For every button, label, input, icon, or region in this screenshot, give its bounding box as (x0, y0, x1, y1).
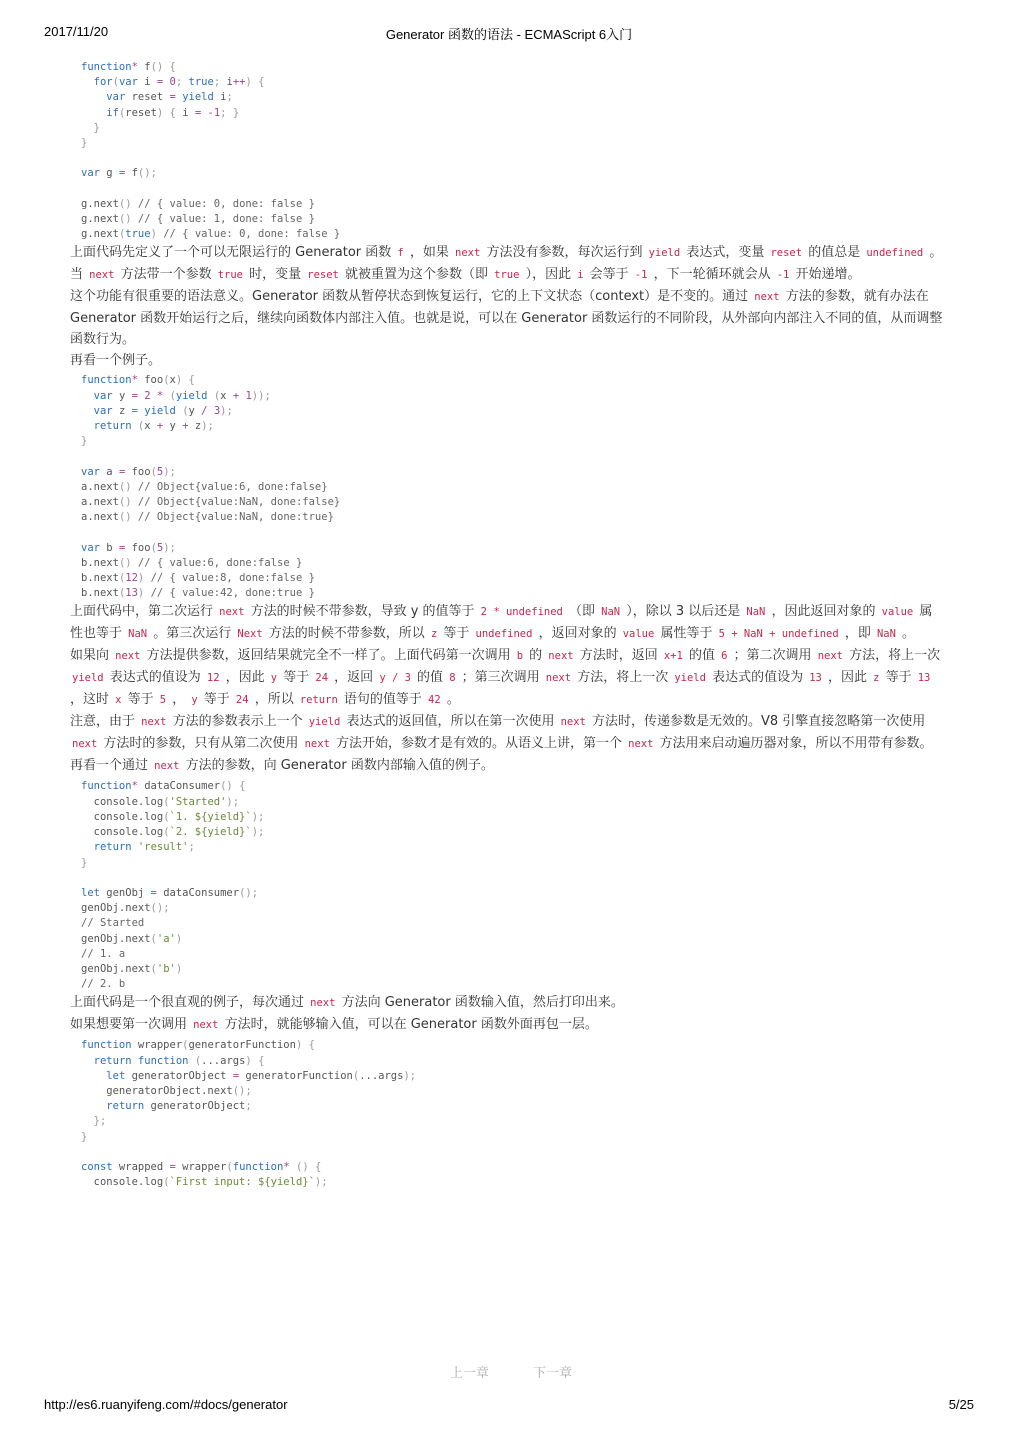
inline-code: z (873, 672, 880, 685)
inline-code: 24 (235, 694, 249, 707)
code-block: function* f() { for(var i = 0; true; i++) { var reset = yield i; if(reset) { i = -1; } } } var g = f(); g.next() // { value: 0, done: false } g.next() // { value: 1, done: false } g.next(true) // { value: 0, done: false } (81, 61, 341, 241)
inline-code: next (304, 738, 330, 751)
inline-code: y (270, 672, 278, 685)
inline-code: 5 + NaN + undefined (718, 628, 839, 641)
inline-code: f (397, 247, 404, 260)
inline-code: next (545, 672, 572, 685)
inline-code: 12 (206, 672, 220, 685)
inline-code: x+1 (663, 650, 683, 663)
inline-code: 13 (917, 672, 931, 685)
paragraph: 这个功能有很重要的语法意义。Generator 函数从暂停状态到恢复运行，它的上下文状态（context）是不变的。通过 next 方法的参数，就有办法在 Generator 函数开始运行之后，继续向函数体内部注入值。也就是说，可以在 Generator 函数运行的不同阶段，从外部向内部注入不同的值，从而调整函数行为。 (70, 289, 943, 348)
page-url: http://es6.ruanyifeng.com/#docs/generator (44, 1397, 288, 1412)
inline-code: y (191, 694, 198, 707)
inline-code: next (754, 291, 780, 304)
inline-code: next (560, 716, 586, 729)
inline-code: z (430, 628, 438, 641)
code-block: function* foo(x) { var y = 2 * (yield (x + 1)); var z = yield (y / 3); return (x + y + z); } var a = foo(5); a.next() // Object{value:6, done:false} a.next() // Object{value:NaN, done:false} a.next() // Object{value:NaN, done:true} var b = foo(5); b.next() // { value:6, done:false } b.next(12) // { value:8, done:false } b.next(13) // { value:42, done:true } (81, 374, 341, 600)
inline-code: next (455, 247, 481, 260)
print-date: 2017/11/20 (44, 24, 109, 39)
inline-code: b (516, 650, 524, 663)
inline-code: next (548, 650, 574, 663)
inline-code: 2 * undefined (480, 606, 563, 619)
paragraph: 再看一个通过 next 方法的参数，向 Generator 函数内部输入值的例子。 (70, 758, 494, 774)
paragraph: 上面代码是一个很直观的例子，每次通过 next 方法向 Generator 函数输入值，然后打印出来。 (70, 995, 624, 1011)
paragraph: 上面代码先定义了一个可以无限运行的 Generator 函数 f ，如果 next 方法没有参数，每次运行到 yield 表达式，变量 reset 的值总是 undefined 。当 next 方法带一个参数 true 时，变量 reset 就被重置为这个参数（即 true ），因此 i 会等于 -1 ，下一轮循环就会从 -1 开始递增。 (70, 245, 943, 283)
inline-code: next (219, 606, 245, 619)
inline-code: -1 (776, 269, 790, 282)
inline-code: next (115, 650, 141, 663)
paragraph: 如果向 next 方法提供参数，返回结果就完全不一样了。上面代码第一次调用 b 的 next 方法时，返回 x+1 的值 6 ；第二次调用 next 方法，将上一次 yield 表达式的值设为 12 ，因此 y 等于 24 ，返回 y / 3 的值 8 ；第三次调用 next 方法，将上一次 yield 表达式的值设为 13 ，因此 z 等于 13 ，这时 x 等于 5 ， y 等于 24 ，所以 return 语句的值等于 42 。 (70, 648, 941, 708)
page-header (44, 24, 974, 42)
inline-code: 8 (449, 672, 456, 685)
inline-code: 42 (428, 694, 441, 707)
inline-code: NaN (601, 606, 621, 619)
inline-code: return (299, 694, 338, 707)
inline-code: value (881, 606, 914, 619)
document-title: Generator 函数的语法 - ECMAScript 6入门 (385, 27, 633, 42)
paragraph: 注意，由于 next 方法的参数表示上一个 yield 表达式的返回值，所以在第一次使用 next 方法时，传递参数是无效的。V8 引擎直接忽略第一次使用 next 方法时的参数，只有从第二次使用 next 方法开始，参数才是有效的。从语义上讲，第一个 next 方法用来启动遍历器对象，所以不用带有参数。 (70, 714, 933, 752)
inline-code: next (193, 1019, 219, 1032)
code-block: function* dataConsumer() { console.log('Started'); console.log(`1. ${yield}`); console.log(`2. ${yield}`); return 'result'; } let genObj = dataConsumer(); genObj.next(); // Started genObj.next('a') // 1. a genObj.next('b') // 2. b (81, 780, 265, 991)
inline-code: yield (308, 716, 341, 729)
inline-code: yield (72, 672, 104, 685)
inline-code: NaN (876, 628, 896, 641)
inline-code: 24 (315, 672, 329, 685)
inline-code: i (577, 269, 584, 282)
inline-code: next (154, 760, 180, 773)
inline-code: -1 (634, 269, 648, 282)
inline-code: next (141, 716, 167, 729)
inline-code: 5 (159, 694, 167, 707)
inline-code: Next (237, 628, 263, 641)
inline-code: NaN (128, 628, 148, 641)
inline-code: undefined (866, 247, 924, 260)
inline-code: next (628, 738, 654, 751)
inline-code: next (310, 997, 336, 1010)
inline-code: true (217, 269, 243, 282)
page-footer (44, 1397, 974, 1415)
code-block: function wrapper(generatorFunction) { return function (...args) { let generatorObject = generatorFunction(...args); generatorObject.next(); return generatorObject; }; } const wrapped = wrapper(function* () { console.log(`First input: ${yield}`); (81, 1039, 417, 1189)
inline-code: true (494, 269, 520, 282)
inline-code: y / 3 (379, 672, 411, 685)
inline-code: yield (648, 247, 681, 260)
inline-code: next (817, 650, 843, 663)
paragraph: 上面代码中，第二次运行 next 方法的时候不带参数，导致 y 的值等于 2 * undefined （即 NaN ），除以 3 以后还是 NaN ，因此返回对象的 value 属性也等于 NaN 。第三次运行 Next 方法的时候不带参数，所以 z 等于 undefined ，返回对象的 value 属性等于 5 + NaN + undefined ，即 NaN 。 (70, 604, 933, 642)
next-chapter-link[interactable]: 下一章 (533, 1366, 573, 1381)
inline-code: undefined (475, 628, 533, 641)
inline-code: yield (674, 672, 706, 685)
inline-code: next (89, 269, 115, 282)
inline-code: x (115, 694, 122, 707)
page-number: 5/25 (948, 1397, 974, 1412)
inline-code: value (622, 628, 655, 641)
inline-code: reset (770, 247, 803, 260)
inline-code: 13 (809, 672, 822, 685)
article-content (70, 58, 945, 1190)
inline-code: 6 (721, 650, 728, 663)
inline-code: reset (307, 269, 339, 282)
inline-code: NaN (746, 606, 766, 619)
inline-code: next (72, 738, 98, 751)
paragraph: 如果想要第一次调用 next 方法时，就能够输入值，可以在 Generator 函数外面再包一层。 (70, 1017, 598, 1033)
paragraph: 再看一个例子。 (70, 353, 162, 369)
chapter-pager (450, 1362, 612, 1381)
prev-chapter-link[interactable]: 上一章 (450, 1366, 490, 1381)
